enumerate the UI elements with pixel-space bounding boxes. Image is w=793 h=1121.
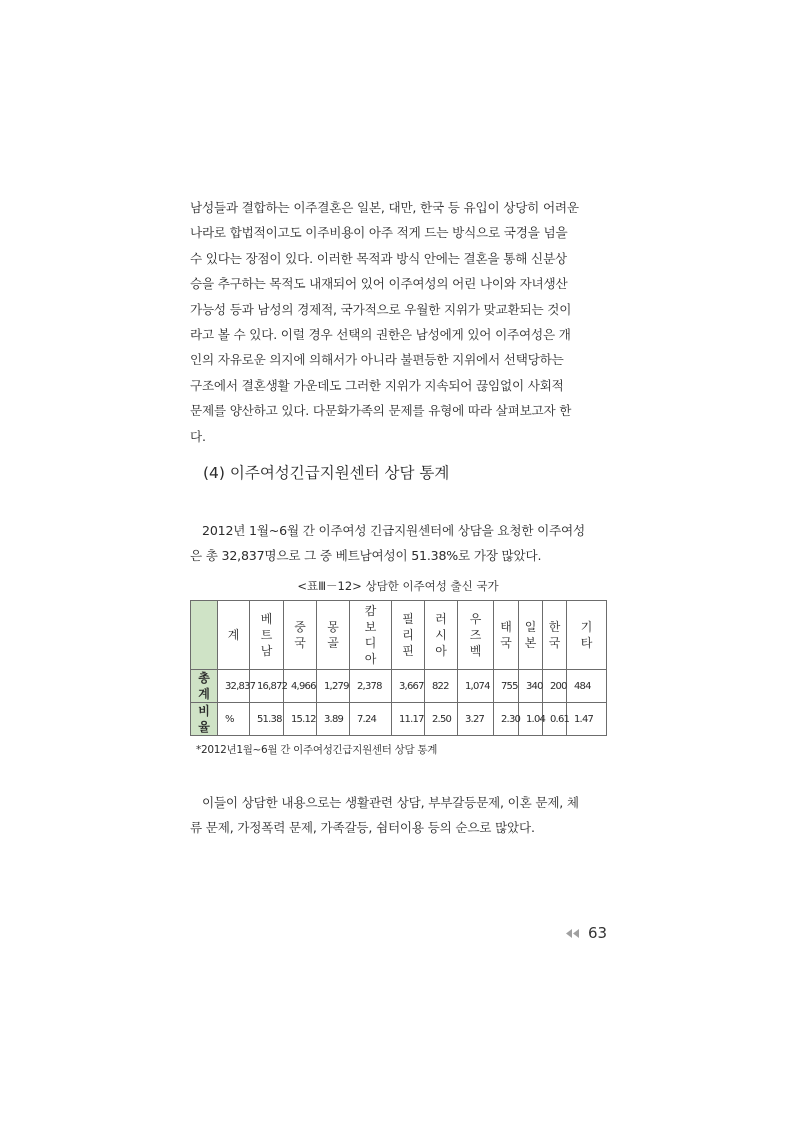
table-cell: 16,872 bbox=[250, 670, 284, 703]
table-cell: 4,966 bbox=[284, 670, 317, 703]
table-header-row bbox=[191, 601, 607, 670]
table-cell: 7.24 bbox=[350, 703, 392, 736]
table-cell: 1,074 bbox=[458, 670, 494, 703]
table-cell: 32,837 bbox=[218, 670, 250, 703]
table-cell: 3.27 bbox=[458, 703, 494, 736]
paragraph-consultation-summary bbox=[190, 518, 606, 569]
text-line: 이들이 상담한 내용으로는 생활관련 상담, 부부갈등문제, 이혼 문제, 체 bbox=[202, 795, 579, 810]
text-line: 승을 추구하는 목적도 내재되어 있어 이주여성의 어린 나이와 자녀생산 bbox=[190, 276, 568, 292]
text-line: 문제를 양산하고 있다. 다문화가족의 문제를 유형에 따라 살펴보고자 한 bbox=[190, 403, 572, 419]
column-header: 한국 bbox=[543, 601, 567, 670]
table-corner-cell bbox=[191, 601, 218, 670]
table-footnote: *2012년1월~6월 간 이주여성긴급지원센터 상담 통계 bbox=[196, 744, 438, 756]
table-cell: 755 bbox=[494, 670, 519, 703]
table-cell: 340 bbox=[519, 670, 543, 703]
table-caption: <표Ⅲ－12> 상담한 이주여성 출신 국가 bbox=[297, 579, 499, 593]
column-header: 계 bbox=[218, 601, 250, 670]
page-footer bbox=[566, 922, 607, 944]
table-cell: 2,378 bbox=[350, 670, 392, 703]
section-heading: (4) 이주여성긴급지원센터 상담 통계 bbox=[203, 464, 450, 482]
double-left-triangle-icon bbox=[566, 929, 580, 938]
text-line: 인의 자유로운 의지에 의해서가 아니라 불편등한 지위에서 선택당하는 bbox=[190, 352, 564, 368]
table-cell: 2.30 bbox=[494, 703, 519, 736]
column-header: 태국 bbox=[494, 601, 519, 670]
page-number: 63 bbox=[588, 924, 608, 942]
paragraph-consultation-topics bbox=[190, 790, 606, 841]
row-header: 비율 bbox=[191, 703, 218, 736]
text-line: 다. bbox=[190, 428, 206, 444]
table-row-total bbox=[191, 670, 607, 703]
table-cell: 11.17 bbox=[392, 703, 425, 736]
table-cell: 15.12 bbox=[284, 703, 317, 736]
text-line: 구조에서 결혼생활 가운데도 그러한 지위가 지속되어 끊임없이 사회적 bbox=[190, 377, 564, 393]
text-line: 2012년 1월~6월 간 이주여성 긴급지원센터에 상담을 요청한 이주여성 bbox=[202, 523, 585, 538]
text-line: 은 총 32,837명으로 그 중 베트남여성이 51.38%로 가장 많았다. bbox=[190, 548, 542, 564]
table-cell: 484 bbox=[567, 670, 607, 703]
column-header: 중국 bbox=[284, 601, 317, 670]
text-line: 가능성 등과 남성의 경제적, 국가적으로 우월한 지위가 맞교환되는 것이 bbox=[190, 301, 572, 317]
table-cell: % bbox=[218, 703, 250, 736]
text-line: 라고 볼 수 있다. 이럴 경우 선택의 권한은 남성에게 있어 이주여성은 개 bbox=[190, 327, 571, 343]
table-cell: 51.38 bbox=[250, 703, 284, 736]
text-line: 수 있다는 장점이 있다. 이러한 목적과 방식 안에는 결혼을 통해 신분상 bbox=[190, 250, 567, 266]
column-header: 기타 bbox=[567, 601, 607, 670]
text-line: 나라로 합법적이고도 이주비용이 아주 적게 드는 방식으로 국경을 넘을 bbox=[190, 225, 568, 241]
column-header: 몽골 bbox=[317, 601, 350, 670]
table-cell: 0.61 bbox=[543, 703, 567, 736]
table-cell: 2.50 bbox=[425, 703, 458, 736]
table-cell: 200 bbox=[543, 670, 567, 703]
row-header: 총계 bbox=[191, 670, 218, 703]
table-cell: 3.89 bbox=[317, 703, 350, 736]
table-cell: 3,667 bbox=[392, 670, 425, 703]
column-header: 우즈벡 bbox=[458, 601, 494, 670]
column-header: 베트남 bbox=[250, 601, 284, 670]
nationality-table bbox=[190, 600, 607, 736]
table-cell: 1,279 bbox=[317, 670, 350, 703]
column-header: 캄보디아 bbox=[350, 601, 392, 670]
text-line: 류 문제, 가정폭력 문제, 가족갈등, 쉼터이용 등의 순으로 많았다. bbox=[190, 820, 535, 836]
table-cell: 822 bbox=[425, 670, 458, 703]
table-cell: 1.04 bbox=[519, 703, 543, 736]
table-row-ratio bbox=[191, 703, 607, 736]
table-cell: 1.47 bbox=[567, 703, 607, 736]
column-header: 필리핀 bbox=[392, 601, 425, 670]
text-line: 남성들과 결합하는 이주결혼은 일본, 대만, 한국 등 유입이 상당히 어려운 bbox=[190, 200, 579, 215]
column-header: 일본 bbox=[519, 601, 543, 670]
column-header: 러시아 bbox=[425, 601, 458, 670]
paragraph-marriage-migration bbox=[190, 195, 606, 449]
